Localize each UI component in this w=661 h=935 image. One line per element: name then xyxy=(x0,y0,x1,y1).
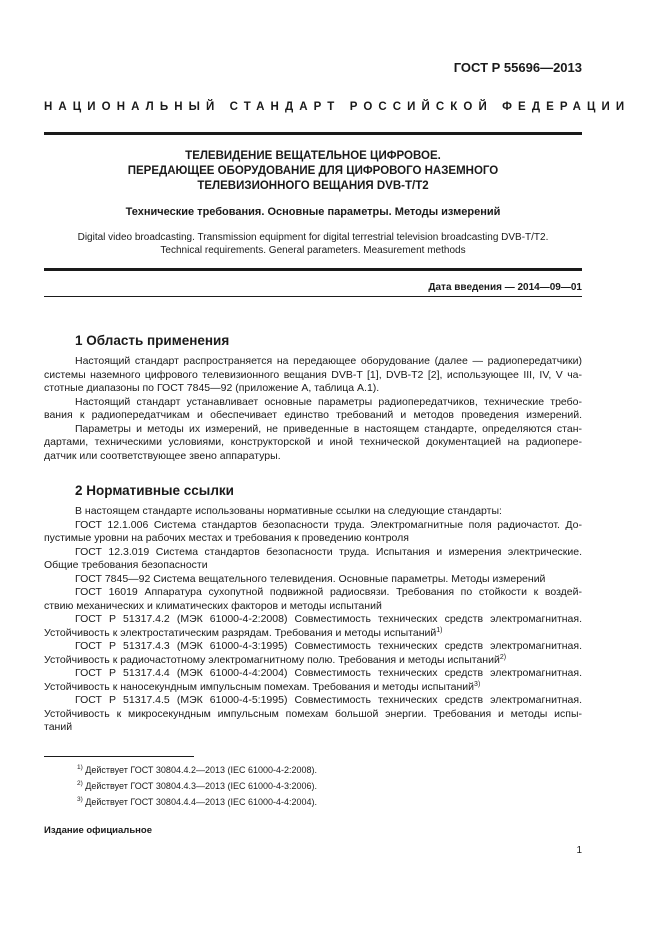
footnote-mark[interactable]: 2) xyxy=(499,653,507,661)
header-divider xyxy=(44,132,582,135)
reference-line: Общие требования безопасности xyxy=(44,559,208,571)
paragraph-line: Настоящий стандарт распространяется на передающее оборудование (далее — радиопередатчики) xyxy=(75,355,582,367)
title-line-2: ПЕРЕДАЮЩЕЕ ОБОРУДОВАНИЕ ДЛЯ ЦИФРОВОГО НАЗЕМНОГО xyxy=(127,165,499,177)
footnote-2 xyxy=(77,778,317,794)
reference-line: таний xyxy=(44,721,73,733)
date-divider xyxy=(44,296,582,297)
reference-line: ГОСТ 16019 Аппаратура сухопутной подвижной радиосвязи. Требования по стойкости к воздей- xyxy=(75,586,582,598)
reference-line: ГОСТ Р 51317.4.2 (МЭК 61000-4-2:2008) Совместимость технических средств электромагнитная. xyxy=(75,613,582,625)
reference-line: ГОСТ 12.1.006 Система стандартов безопасности труда. Электромагнитные поля радиочастот. До- xyxy=(75,518,582,531)
footnote-text: Действует ГОСТ 30804.4.4—2013 (IEC 61000-4-4:2004). xyxy=(85,797,318,807)
paragraph-line: дартами, техническими условиями, конструкторской и иной технической документацией на радиопере- xyxy=(44,436,582,448)
paragraph-line: вания к радиопередатчикам и обеспечивает единство требований и методов проведения измерений. xyxy=(44,409,582,421)
document-title xyxy=(44,149,582,194)
footnotes xyxy=(77,762,317,810)
reference-line xyxy=(44,654,582,668)
paragraph-line: Параметры и методы их измерений, не приведенные в настоящем стандарте, определяются стан- xyxy=(75,422,582,435)
english-title-line-2: Technical requirements. General parameters. Measurement methods xyxy=(160,244,466,256)
section-1-heading: 1 Область применения xyxy=(75,333,230,348)
reference-line: пустимые уровни на рабочих местах и требования к проведению контроля xyxy=(44,532,409,544)
document-subtitle: Технические требования. Основные параметры. Методы измерений xyxy=(125,206,501,218)
english-title xyxy=(44,232,582,257)
reference-text: Устойчивость к наносекундным импульсным помехам. Требования и методы испытаний xyxy=(44,680,475,693)
reference-line xyxy=(44,627,582,641)
page-number: 1 xyxy=(576,845,582,856)
paragraph-line: системы наземного цифрового телевизионного вещания DVB-T [1], DVB-T2 [2], использующее III, IV, V ча- xyxy=(44,368,582,381)
footnote-mark: 3) xyxy=(77,796,83,803)
footnote-divider xyxy=(44,756,194,757)
reference-line: ГОСТ Р 51317.4.4 (МЭК 61000-4-4:2004) Совместимость технических средств электромагнитная. xyxy=(75,667,582,679)
national-standard-banner: НАЦИОНАЛЬНЫЙ СТАНДАРТ РОССИЙСКОЙ ФЕДЕРАЦИИ xyxy=(44,101,631,113)
footnote-mark[interactable]: 1) xyxy=(436,626,443,634)
paragraph-line: датчик или соответствующее звено аппаратуры. xyxy=(44,449,281,462)
footnote-mark: 2) xyxy=(77,780,83,787)
title-divider xyxy=(44,268,582,271)
reference-line xyxy=(44,681,582,695)
footnote-text: Действует ГОСТ 30804.4.2—2013 (IEC 61000-4-2:2008). xyxy=(85,765,318,775)
section-2-heading: 2 Нормативные ссылки xyxy=(75,483,234,498)
title-line-3: ТЕЛЕВИЗИОННОГО ВЕЩАНИЯ DVB-T/T2 xyxy=(197,180,429,192)
reference-line: Устойчивость к микросекундным импульсным помехам большой энергии. Требования и методы испы- xyxy=(44,707,582,720)
official-edition-label: Издание официальное xyxy=(44,825,152,836)
section-2-body xyxy=(44,505,582,735)
english-title-line-1: Digital video broadcasting. Transmission equipment for digital terrestrial television broadcasting DVB-T/T2. xyxy=(77,232,549,243)
paragraph-line: стотные диапазоны по ГОСТ 7845—92 (приложение А, таблица А.1). xyxy=(44,382,380,394)
section-1-body xyxy=(44,355,582,463)
reference-line: ГОСТ 7845—92 Система вещательного телевидения. Основные параметры. Методы измерений xyxy=(75,572,546,585)
title-line-1: ТЕЛЕВИДЕНИЕ ВЕЩАТЕЛЬНОЕ ЦИФРОВОЕ. xyxy=(185,150,441,162)
paragraph-line: Настоящий стандарт устанавливает основные параметры радиопередатчиков, технические требо- xyxy=(75,395,582,408)
footnote-mark[interactable]: 3) xyxy=(474,680,481,688)
footnote-mark: 1) xyxy=(77,764,83,771)
reference-line: ГОСТ Р 51317.4.5 (МЭК 61000-4-5:1995) Совместимость технических средств электромагнитная. xyxy=(75,694,582,706)
introduction-date: Дата введения — 2014—09—01 xyxy=(428,282,582,293)
reference-line: ГОСТ Р 51317.4.3 (МЭК 61000-4-3:1995) Совместимость технических средств электромагнитная. xyxy=(75,640,582,652)
reference-text: Устойчивость к электростатическим разрядам. Требования и методы испытаний xyxy=(44,626,437,639)
footnote-text: Действует ГОСТ 30804.4.3—2013 (IEC 61000-4-3:2006). xyxy=(85,781,318,791)
footnote-3 xyxy=(77,794,317,810)
footnote-1 xyxy=(77,762,317,778)
document-number: ГОСТ Р 55696—2013 xyxy=(453,60,582,75)
paragraph-line: В настоящем стандарте использованы нормативные ссылки на следующие стандарты: xyxy=(75,505,502,517)
reference-line: ствию механических и климатических факторов и методы испытаний xyxy=(44,599,382,612)
reference-text: Устойчивость к радиочастотному электромагнитному полю. Требования и методы испытаний xyxy=(44,653,500,666)
reference-line: ГОСТ 12.3.019 Система стандартов безопасности труда. Испытания и измерения электрические. xyxy=(75,545,582,558)
